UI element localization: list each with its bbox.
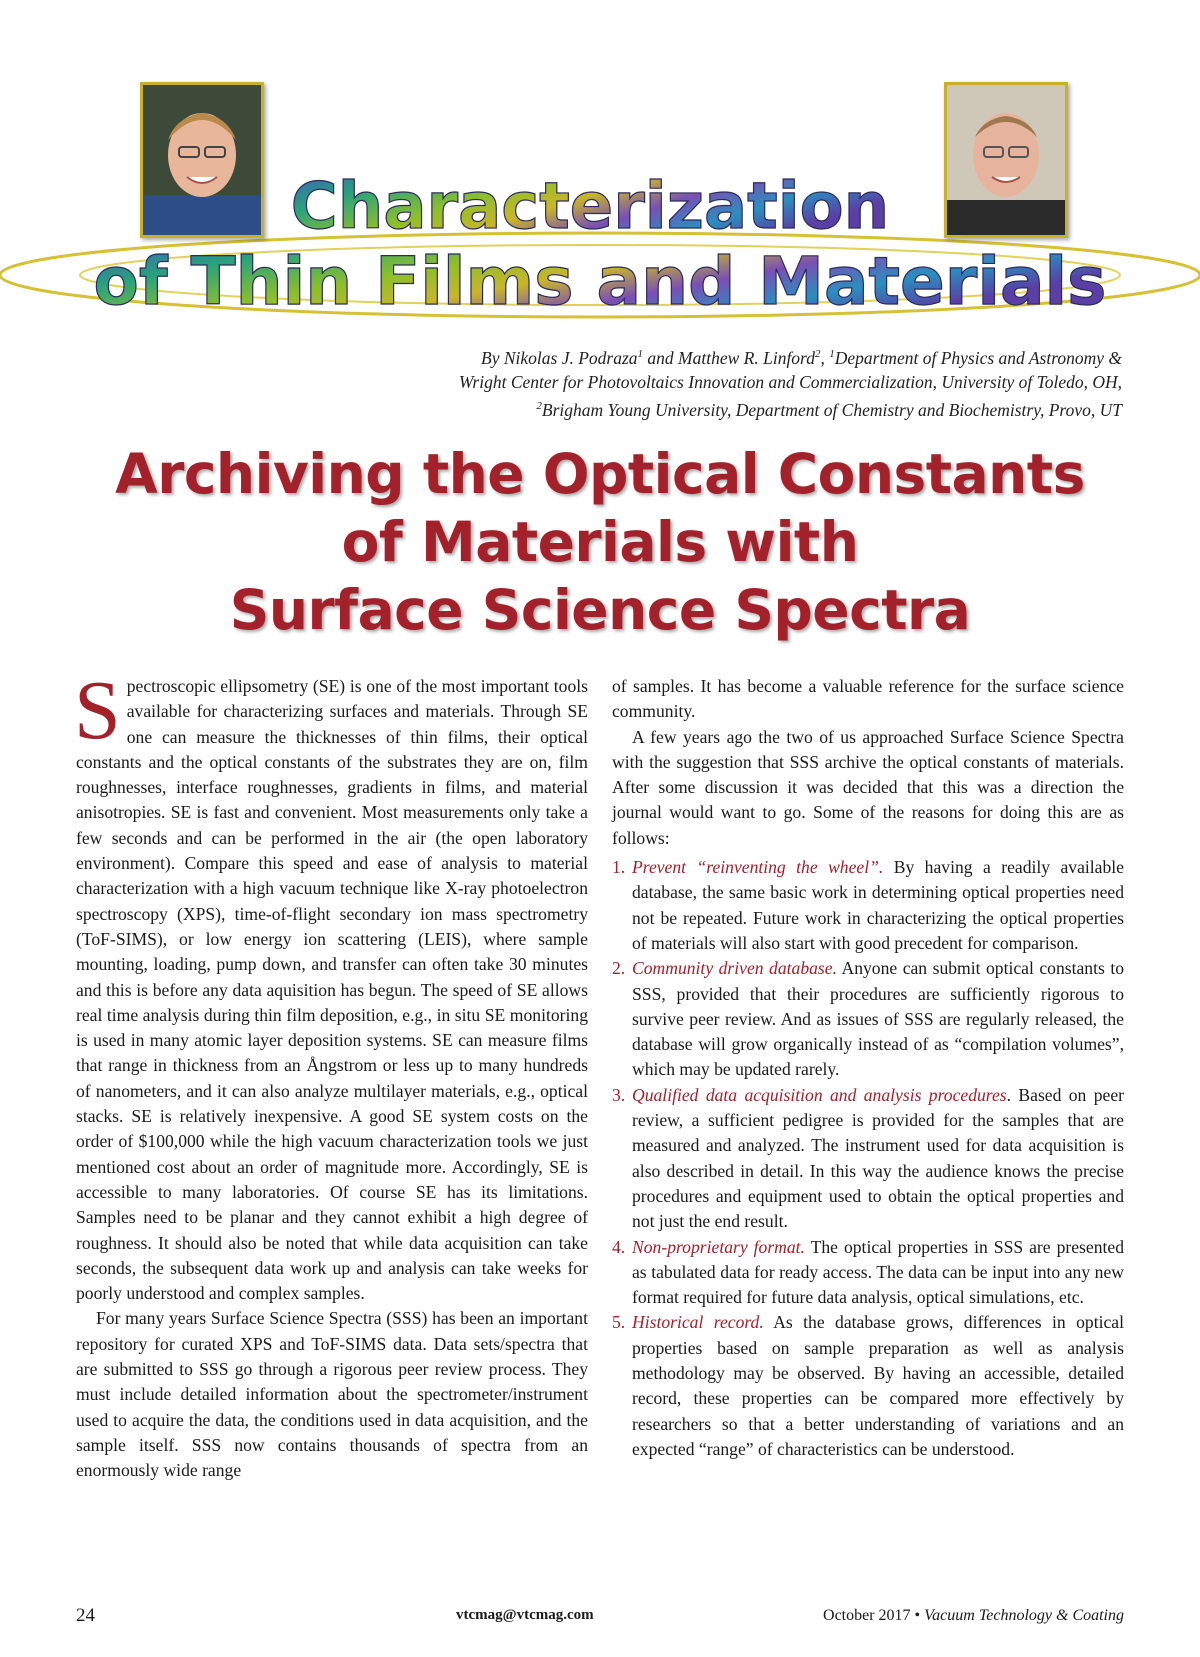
article-title-line-1: Archiving the Optical Constants xyxy=(115,442,1085,506)
list-item-title: Community driven database. xyxy=(632,958,837,979)
reasons-list xyxy=(612,855,1124,1462)
series-title-line2: of Thin Films and Materials xyxy=(93,243,1107,320)
list-item-number: 5. xyxy=(612,1312,626,1333)
affiliation-marker: 2 xyxy=(814,348,821,360)
issue-info xyxy=(823,1607,1124,1625)
byline-line-1 xyxy=(362,342,1122,370)
paragraph-proposal: A few years ago the two of us approached Surface Science Spectra with the suggestion that SSS archive the optical constants of materials. After some discussion it was decided that this was a direction the journal would want to go. Some of the reasons for doing this are as follows: xyxy=(612,726,1124,848)
article-title-line-3: Surface Science Spectra xyxy=(229,578,971,642)
list-item-title: Non-proprietary format. xyxy=(632,1236,805,1257)
list-item xyxy=(612,956,1124,1082)
list-item-number: 2. xyxy=(612,958,626,979)
byline-separator: , xyxy=(820,347,830,368)
list-item-title: Prevent “reinventing the wheel”. xyxy=(632,857,884,878)
author-byline xyxy=(362,342,1122,422)
paragraph-sss: For many years Surface Science Spectra (SSS) has been an important repository for curated XPS and ToF-SIMS data. Data sets/spectra that are submitted to SSS go through a rigorous peer review process. They must include detailed information about the spectrometer/instrument used to acquire the data, the conditions used in data acquisition, and the sample itself. SSS now contains thousands of spectra from an enormously wide range xyxy=(76,1308,588,1481)
author-photo-linford xyxy=(944,82,1068,238)
page-footer xyxy=(76,1605,1124,1629)
article-title xyxy=(60,440,1140,644)
drop-cap: S xyxy=(74,664,121,757)
affiliation-marker: 1 xyxy=(829,348,835,360)
paragraph-intro xyxy=(74,664,588,1306)
list-item xyxy=(612,1083,1124,1235)
byline-line-2: Wright Center for Photovoltaics Innovation and Commercialization, University of Toledo, OH, xyxy=(458,371,1122,392)
list-item-number: 3. xyxy=(612,1084,626,1105)
magazine-name: Vacuum Technology & Coating xyxy=(924,1607,1124,1624)
list-item xyxy=(612,855,1124,956)
list-item-title: Qualified data acquisition and analysis procedures xyxy=(632,1084,1007,1105)
paragraph-sss-continued: of samples. It has become a valuable reference for the surface science community. xyxy=(612,676,1124,722)
portrait-image xyxy=(143,85,261,235)
list-item-text: By having a readily available database, the same basic work in determining optical properties need not be repeated. Future work in characterizing the optical properties of materials will also start with good precedent for comparison. xyxy=(632,857,1124,953)
byline-affiliation-2: Brigham Young University, Department of Chemistry and Biochemistry, Provo, UT xyxy=(541,399,1122,420)
author-photo-podraza xyxy=(140,82,264,238)
series-title-line1: Characterization xyxy=(290,170,890,244)
issue-date: October 2017 xyxy=(823,1607,911,1624)
page-number: 24 xyxy=(76,1605,95,1626)
list-item-number: 4. xyxy=(612,1236,626,1257)
contact-email: vtcmag@vtcmag.com xyxy=(456,1607,594,1623)
list-item-text: . Based on peer review, a sufficient pedigree is provided for the samples that are measured and analyzed. The instrument used for data acquisition is also described in detail. In this way the audience knows the precise procedures and equipment used to obtain the optical properties and not just the end result. xyxy=(632,1084,1124,1232)
list-item-title: Historical record. xyxy=(632,1312,764,1333)
affiliation-marker: 2 xyxy=(536,399,542,412)
list-item-text: The optical properties in SSS are presented as tabulated data for ready access. The data can be input into any new format required for future data analysis, optical simulations, etc. xyxy=(632,1236,1124,1308)
byline-affiliation-1: Department of Physics and Astronomy & xyxy=(834,347,1122,368)
byline-author-1: By Nikolas J. Podraza xyxy=(481,347,638,368)
affiliation-marker: 1 xyxy=(637,348,644,360)
list-item-text: As the database grows, differences in optical properties based on sample preparation as well as analysis methodology may be observed. By having an accessible, detailed record, these properties can be compared more effectively by researchers so that a better understanding of variations and an expected “range” of characteristics can be understood. xyxy=(632,1312,1124,1459)
series-banner xyxy=(0,60,1200,350)
byline-line-3 xyxy=(362,394,1122,422)
list-item xyxy=(612,1310,1124,1462)
list-item-text: Anyone can submit optical constants to SSS, provided that their procedures are sufficiently rigorous to survive peer review. And as issues of SSS are regularly released, the database will grow organically instead of as “compilation volumes”, which may be updated rarely. xyxy=(632,958,1125,1080)
byline-author-2: and Matthew R. Linford xyxy=(643,347,815,368)
portrait-image xyxy=(947,85,1065,235)
separator-bullet: • xyxy=(914,1607,921,1624)
paragraph-intro-text: pectroscopic ellipsometry (SE) is one of the most important tools available for characterizing surfaces and materials. Through SE one can measure the thicknesses of thin films, their optical constants and the optical constants of the substrates they are on, film roughnesses, interface roughnesses, gradients in films, and material anisotropies. SE is fast and convenient. Most measurements only take a few seconds and can be performed in the air (the open laboratory environment). Compare this speed and ease of analysis to material characterization with a high vacuum technique like X-ray photoelectron spectroscopy (XPS), time-of-flight secondary ion mass spectrometry (ToF-SIMS), or low energy ion scattering (LEIS), where sample mounting, loading, pump down, and transfer can often take 30 minutes and this is before any data aquisition has begun. The speed of SE allows real time analysis during thin film deposition, e.g., in situ SE monitoring is used in many atomic layer deposition systems. SE can measure films that range in thickness from an Ångstrom or less up to many hundreds of nanometers, and it can also analyze multilayer materials, e.g., optical stacks. SE is relatively inexpensive. A good SE system costs on the order of $100,000 while the high vacuum characterization tools we just mentioned cost about an order of magnitude more. Accordingly, SE is accessible to many laboratories. Of course SE has its limitations. Samples need to be planar and they cannot exhibit a high degree of roughness. It should also be noted that while data acquisition can take seconds, the subsequent data work up and analysis can take weeks for poorly understood and complex samples. xyxy=(76,676,588,1304)
article-title-line-2: of Materials with xyxy=(341,510,859,574)
body-column-left xyxy=(74,664,588,1484)
body-column-right xyxy=(612,674,1124,1462)
list-item xyxy=(612,1235,1124,1311)
list-item-number: 1. xyxy=(612,857,626,878)
